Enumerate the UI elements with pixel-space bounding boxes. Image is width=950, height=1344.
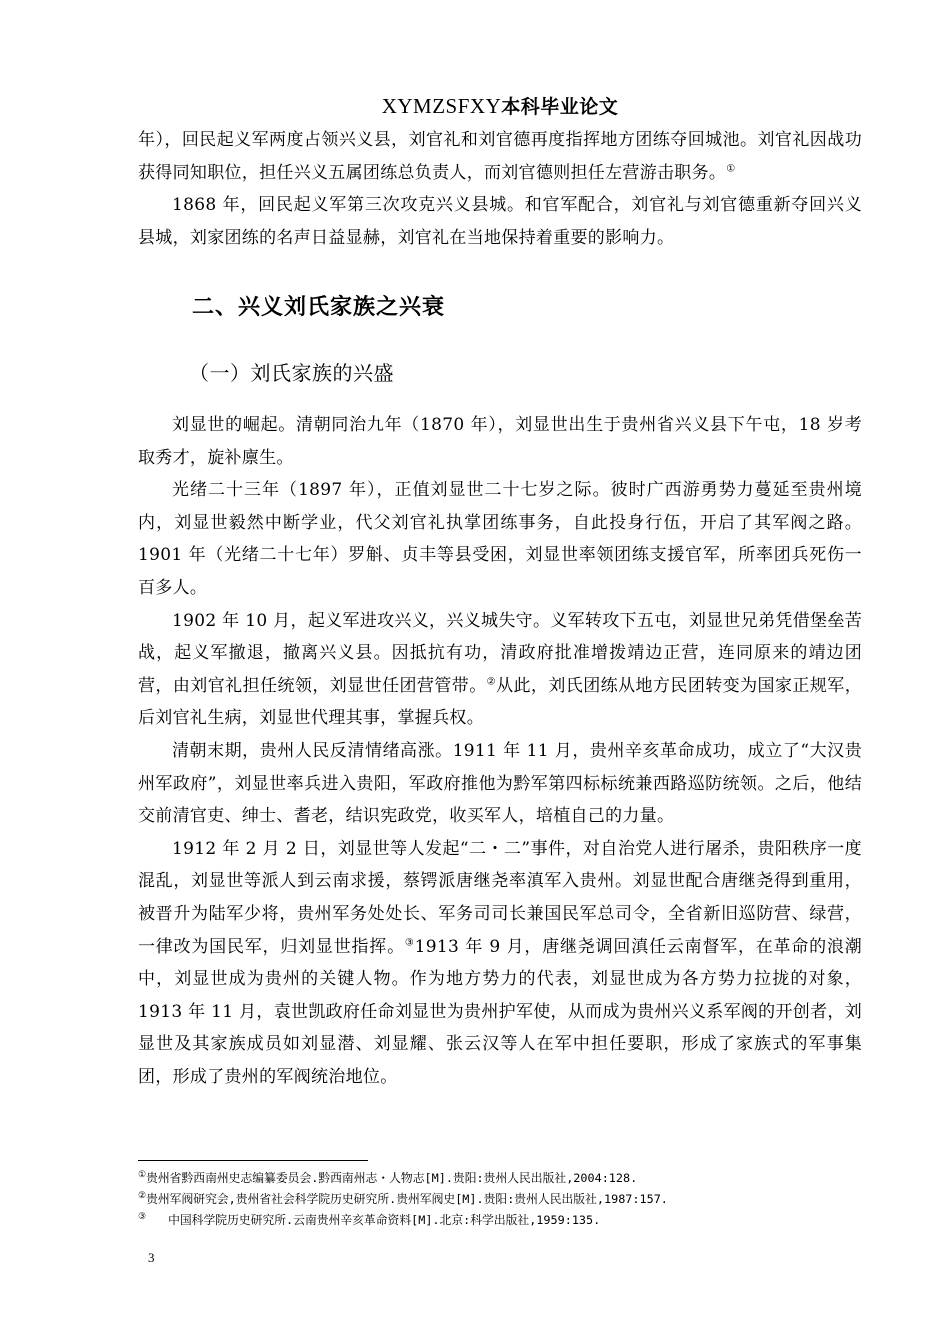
paragraph: 年），回民起义军两度占领兴义县，刘官礼和刘官德再度指挥地方团练夺回城池。刘官礼因战功获得同知职位，担任兴义五属团练总负责人，而刘官德则担任左营游击职务。① <box>138 130 862 183</box>
body-main <box>138 409 862 1093</box>
footnote-divider <box>138 1160 368 1161</box>
footnote-text: 贵州省黔西南州史志编纂委员会.黔西南州志・人物志[M].贵阳:贵州人民出版社,2004:128. <box>146 1171 638 1185</box>
footnote-mark: ① <box>138 1170 147 1181</box>
footnote-item <box>138 1168 868 1189</box>
paragraph: 清朝末期，贵州人民反清情绪高涨。1911 年 11 月，贵州辛亥革命成功，成立了“大汉贵州军政府”，刘显世率兵进入贵阳，军政府推他为黔军第四标标统兼西路巡防统领。之后，他结交前清官吏、绅士、耆老，结识宪政党，收买军人，培植自己的力量。 <box>138 740 862 827</box>
body-top <box>138 124 862 254</box>
section-heading: 二、兴义刘氏家族之兴衰 <box>192 295 446 320</box>
page-header <box>138 93 862 120</box>
footnote-ref[interactable]: ③ <box>404 936 415 948</box>
footnote-mark: ③ <box>138 1212 147 1223</box>
footnotes <box>138 1168 868 1231</box>
footnote-item <box>138 1210 868 1231</box>
footnote-ref[interactable]: ① <box>726 162 736 174</box>
paragraph: 1902 年 10 月，起义军进攻兴义，兴义城失守。义军转攻下五屯，刘显世兄弟凭借堡垒苦战，起义军撤退，撤离兴义县。因抵抗有功，清政府批准增拨靖边正营，连同原来的靖边团营，由刘官礼担任统领，刘显世任团营管带。②从此，刘氏团练从地方民团转变为国家正规军，后刘官礼生病，刘显世代理其事，掌握兵权。 <box>138 610 863 729</box>
footnote-text: 贵州军阀研究会,贵州省社会科学院历史研究所.贵州军阀史[M].贵阳:贵州人民出版社,1987:157. <box>146 1192 668 1206</box>
subsection-heading: （一）刘氏家族的兴盛 <box>189 361 394 385</box>
footnote-item <box>138 1189 868 1210</box>
paragraph: 刘显世的崛起。清朝同治九年（1870 年），刘显世出生于贵州省兴义县下午屯，18 岁考取秀才，旋补廪生。 <box>138 415 862 468</box>
paragraph: 1912 年 2 月 2 日，刘显世等人发起“二・二”事件，对自治党人进行屠杀，贵阳秩序一度混乱，刘显世等派人到云南求援，蔡锷派唐继尧率滇军入贵州。刘显世配合唐继尧得到重用，被晋升为陆军少将，贵州军务处处长、军务司司长兼国民军总司令，全省新旧巡防营、绿营，一律改为国民军，归刘显世指挥。③1913 年 9 月，唐继尧调回滇任云南督军，在革命的浪潮中，刘显世成为贵州的关键人物。作为地方势力的代表，刘显世成为各方势力拉拢的对象，1913 年 11 月，袁世凯政府任命刘显世为贵州护军使，从而成为贵州兴义系军阀的开创者，刘显世及其家族成员如刘显潜、刘显耀、张云汉等人在军中担任要职，形成了家族式的军事集团，形成了贵州的军阀统治地位。 <box>138 838 863 1087</box>
paragraph: 光绪二十三年（1897 年），正值刘显世二十七岁之际。彼时广西游勇势力蔓延至贵州境内，刘显世毅然中断学业，代父刘官礼执掌团练事务，自此投身行伍，开启了其军阀之路。1901 年（光绪二十七年）罗斛、贞丰等县受困，刘显世率领团练支援官军，所率团兵死伤一百多人。 <box>138 480 862 598</box>
header-title: 本科毕业论文 <box>501 96 619 118</box>
footnote-ref[interactable]: ② <box>486 676 497 688</box>
header-latin: XYMZSFXY <box>381 94 502 118</box>
page-number: 3 <box>148 1250 155 1265</box>
paragraph: 1868 年，回民起义军第三次攻克兴义县城。和官军配合，刘官礼与刘官德重新夺回兴义县城，刘家团练的名声日益显赫，刘官礼在当地保持着重要的影响力。 <box>138 195 862 248</box>
footnote-text: 中国科学院历史研究所.云南贵州辛亥革命资料[M].北京:科学出版社,1959:135. <box>168 1213 601 1227</box>
footnote-mark: ② <box>138 1191 147 1202</box>
